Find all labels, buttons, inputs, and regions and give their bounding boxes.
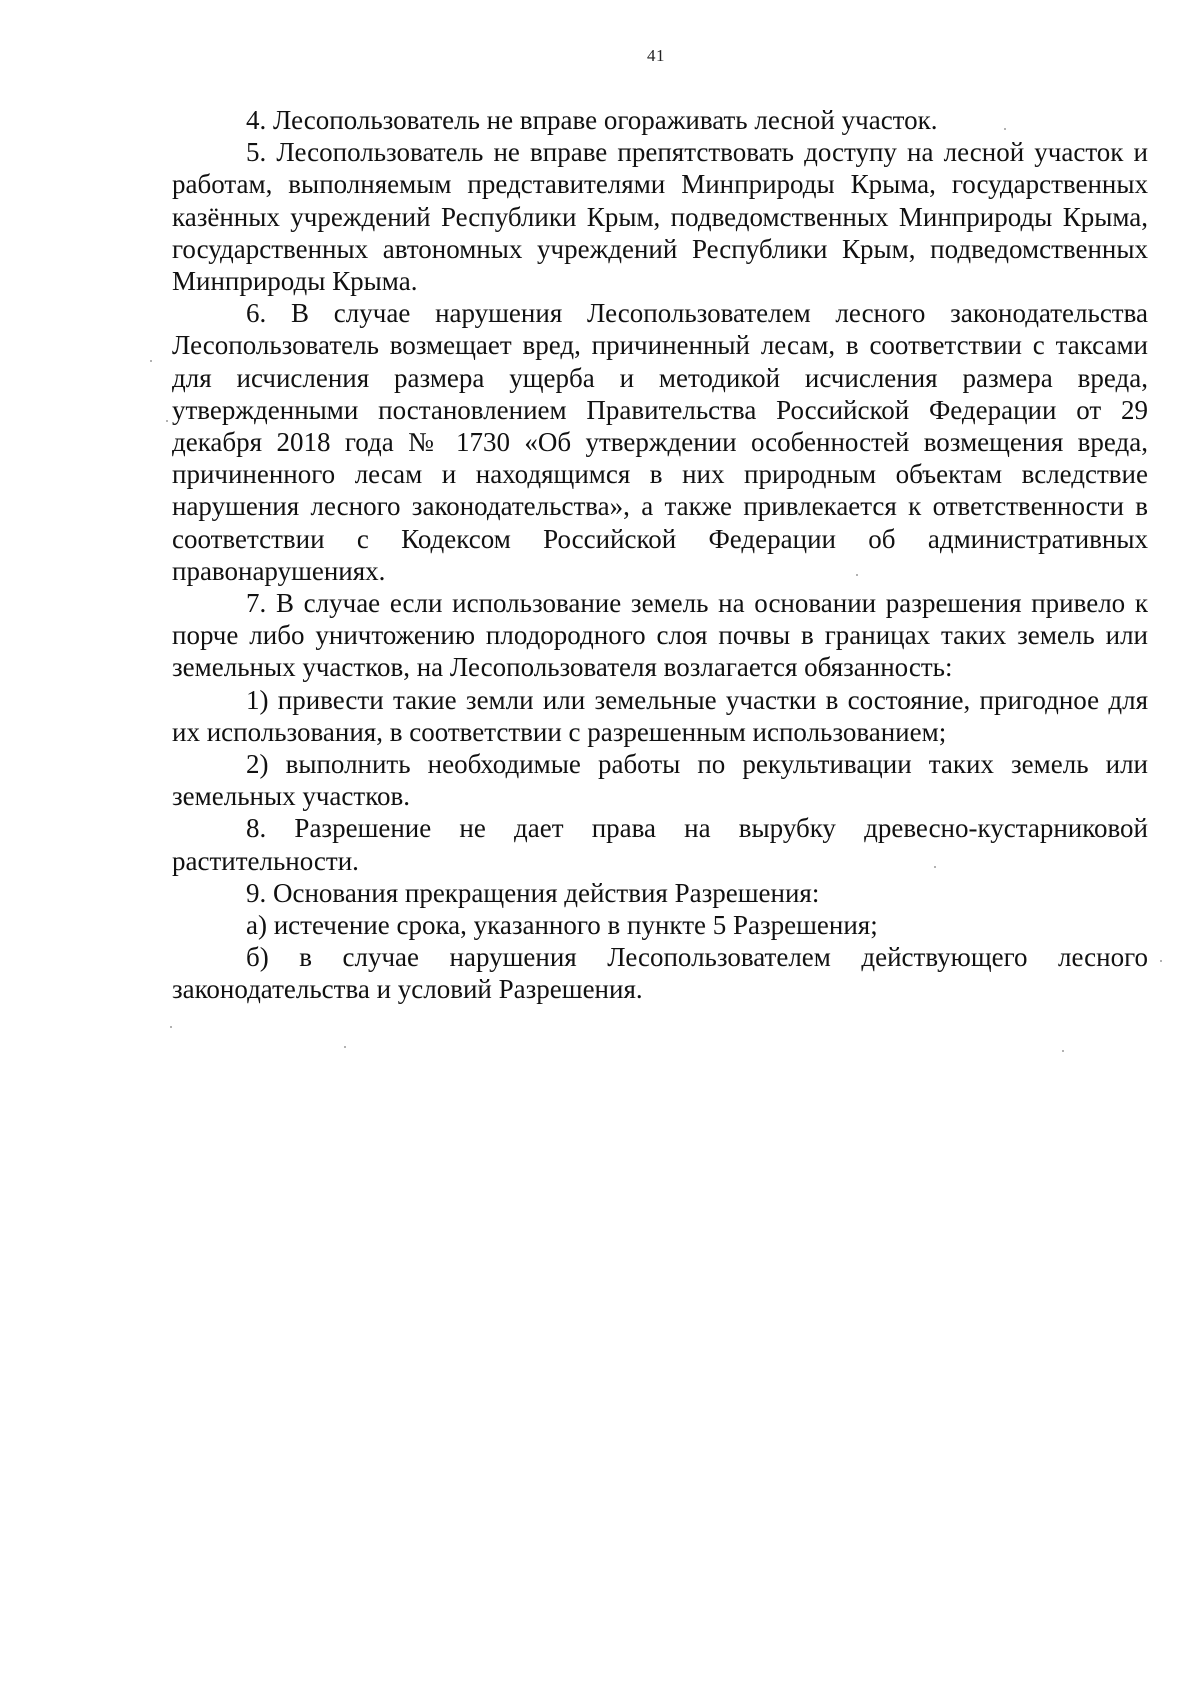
clause-9: 9. Основания прекращения действия Разрешения: — [246, 877, 820, 908]
scan-speck — [166, 420, 168, 422]
scan-speck — [150, 360, 152, 362]
clause-5: 5. Лесопользователь не вправе препятствовать доступу на лесной участок и работам, выполняемым представителями Минприроды Крыма, государственных казённых учреждений Республики Крым, подведомственных Минприроды Крыма, государственных автономных учреждений Республики Крым, подведомственных Минприроды Крыма. — [172, 137, 1148, 297]
scan-speck — [1160, 960, 1162, 962]
scan-speck — [1062, 1050, 1064, 1052]
scan-speck — [170, 1026, 172, 1028]
clause-7-item-2: 2) выполнить необходимые работы по рекультивации таких земель или земельных участков. — [172, 749, 1148, 812]
scan-speck — [344, 1046, 346, 1048]
scan-speck — [934, 866, 936, 868]
clause-6: 6. В случае нарушения Лесопользователем лесного законодательства Лесопользователь возмещает вред, причиненный лесам, в соответствии с таксами для исчисления размера ущерба и методикой исчисления размера вреда, утвержденными постановлением Правительства Российской Федерации от 29 декабря 2018 года № 1730 «Об утверждении особенностей возмещения вреда, причиненного лесам и находящимся в них природным объектам вследствие нарушения лесного законодательства», а также привлекается к ответственности в соответствии с Кодексом Российской Федерации об административных правонарушениях. — [172, 298, 1148, 586]
page-number: 41 — [647, 46, 665, 65]
clause-7-item-1: 1) привести такие земли или земельные участки в состояние, пригодное для их использования, в соответствии с разрешенным использованием; — [172, 684, 1148, 747]
scan-speck — [856, 574, 858, 576]
clause-9-item-a: а) истечение срока, указанного в пункте 5 Разрешения; — [246, 910, 878, 941]
clause-4: 4. Лесопользователь не вправе огораживать лесной участок. — [246, 105, 938, 135]
document-body — [172, 104, 1148, 1006]
clause-8: 8. Разрешение не дает права на вырубку древесно-кустарниковой растительности. — [172, 813, 1148, 876]
clause-9-item-b: б) в случае нарушения Лесопользователем действующего лесного законодательства и условий Разрешения. — [172, 942, 1148, 1005]
scan-speck — [1004, 128, 1006, 130]
clause-7: 7. В случае если использование земель на основании разрешения привело к порче либо уничтожению плодородного слоя почвы в границах таких земель или земельных участков, на Лесопользователя возлагается обязанность: — [172, 588, 1148, 683]
